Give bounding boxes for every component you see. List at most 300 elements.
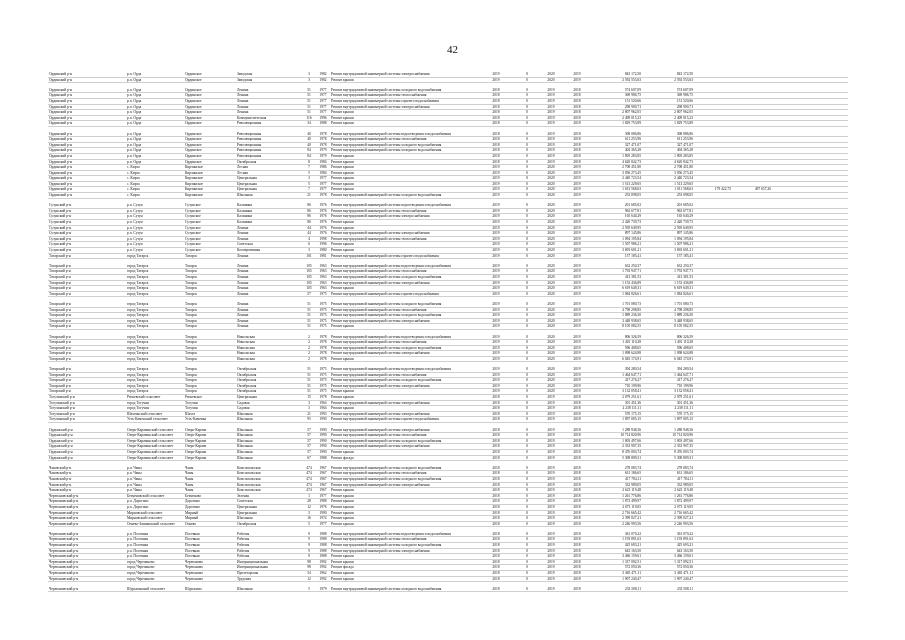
table-cell: 2 238 111,11 <box>590 406 642 412</box>
table-cell: 1992 <box>316 559 330 565</box>
table-cell: 474 <box>302 482 316 488</box>
table-cell: 2019 <box>538 554 564 560</box>
table-cell: Озеро-Карачи <box>184 428 236 433</box>
table-cell: 2018 <box>476 543 516 549</box>
table-cell: р.п. Орда <box>126 159 184 165</box>
table-cell: 105 <box>302 274 316 280</box>
table-cell: Ординское <box>184 115 236 121</box>
table-cell: Революционная <box>236 153 302 159</box>
table-cell: Революционная <box>236 132 302 137</box>
table-cell: 2019 <box>564 253 590 259</box>
table-cell: 0 <box>516 307 538 313</box>
table-cell: 2020 <box>538 170 564 176</box>
table-cell: 2019 <box>538 132 564 137</box>
table-cell: 2019 <box>538 521 564 527</box>
table-cell: 2020 <box>538 335 564 340</box>
table-cell: Озеро-Карачинский сельсовет <box>126 428 184 433</box>
table-cell: Ординский р-н <box>48 148 126 154</box>
table-cell: 0 <box>516 93 538 99</box>
table-cell: 2019 <box>476 286 516 292</box>
table-cell: 1 897 005,15 <box>642 417 694 423</box>
table-cell: 0 <box>516 471 538 477</box>
table-cell: 2018 <box>476 153 516 159</box>
table-cell: 2019 <box>476 351 516 357</box>
table-cell: 2019 <box>538 449 564 455</box>
table-cell: 2019 <box>476 214 516 220</box>
table-cell: 5 <box>302 170 316 176</box>
table-cell: Озеро-Карачинский сельсовет <box>126 444 184 450</box>
table-cell: 2020 <box>538 203 564 208</box>
table-cell: 0 <box>516 499 538 505</box>
table-cell: 570 175,15 <box>590 411 642 417</box>
table-cell: Ордынский р-н <box>48 438 126 444</box>
table-cell: Безменово <box>184 493 236 499</box>
table-cell: 8 <box>302 159 316 165</box>
table-cell: Ремонт внутридомовой инженерной системы холодного водоснабжения <box>330 88 476 93</box>
table-cell: Ленина <box>236 236 302 242</box>
table-cell: 2018 <box>564 587 590 592</box>
table-cell: 2019 <box>476 274 516 280</box>
table-cell: 2 073 119,05 <box>642 504 694 510</box>
table-cell: Ремонт крыши <box>330 554 476 560</box>
table-cell: 2020 <box>538 242 564 248</box>
table-cell: р.п. Орда <box>126 72 184 77</box>
table-cell: 2019 <box>538 571 564 577</box>
table-cell: 1992 <box>316 565 330 571</box>
table-cell: 574 607,09 <box>590 88 642 93</box>
table-cell: 1 907 240,47 <box>642 576 694 582</box>
table-cell: 2018 <box>564 400 590 406</box>
table-cell: 2020 <box>538 383 564 389</box>
table-cell: 2018 <box>476 554 516 560</box>
table-cell: 2019 <box>564 231 590 237</box>
table-cell: Татарск <box>184 280 236 286</box>
table-body <box>48 72 848 592</box>
table-cell: 2019 <box>564 72 590 77</box>
table-cell: Мирновский сельсовет <box>126 510 184 516</box>
table-cell: 57 <box>302 291 316 297</box>
table-cell: Репьевский сельсовет <box>126 395 184 401</box>
table-cell: Заводская <box>236 77 302 83</box>
table-cell: 21 <box>302 193 316 199</box>
table-cell: Школьная <box>236 193 302 199</box>
table-cell: город Татарск <box>126 340 184 346</box>
table-cell: 0 <box>516 220 538 226</box>
table-cell: 417 784,11 <box>590 476 642 482</box>
table-cell: 2019 <box>538 417 564 423</box>
table-cell: Ординский р-н <box>48 142 126 148</box>
table-cell: 2020 <box>538 372 564 378</box>
table-cell: 1982 <box>316 72 330 77</box>
table-cell: 1 <box>302 493 316 499</box>
table-cell: Черепановский р-н <box>48 565 126 571</box>
table-cell: 2 246 993,56 <box>590 521 642 527</box>
table-cell: 0 <box>516 302 538 307</box>
table-cell: р.п. Сузун <box>126 203 184 208</box>
table-cell: Ремонт внутридомовой инженерной системы теплоснабжения <box>330 471 476 477</box>
table-cell: 2019 <box>538 471 564 477</box>
table-cell: 2018 <box>476 428 516 433</box>
table-cell: 1967 <box>316 488 330 494</box>
table-cell: 298 900,71 <box>642 104 694 110</box>
table-cell: Сузунское <box>184 231 236 237</box>
table-cell: 2019 <box>538 455 564 461</box>
table-cell: 2018 <box>564 504 590 510</box>
table-cell: 0 <box>516 554 538 560</box>
table-cell: 2019 <box>476 313 516 319</box>
table-cell: Ординское <box>184 159 236 165</box>
table-cell: 0 <box>516 98 538 104</box>
table-cell: 51 <box>302 367 316 372</box>
table-cell: 2019 <box>538 115 564 121</box>
table-cell: 57 <box>302 433 316 439</box>
table-cell: 0 <box>516 176 538 182</box>
table-cell: 1976 <box>316 220 330 226</box>
table-cell: Черепановский р-н <box>48 510 126 516</box>
table-cell: 2018 <box>476 449 516 455</box>
table-cell: 9 <box>302 548 316 554</box>
table-cell: город Татарск <box>126 383 184 389</box>
table-cell: Ординский р-н <box>48 110 126 116</box>
table-cell: Ординское <box>184 132 236 137</box>
table-cell: 9 <box>302 554 316 560</box>
table-cell: 54 <box>302 571 316 577</box>
table-cell: 51 <box>302 313 316 319</box>
table-cell: Татарский р-н <box>48 367 126 372</box>
table-cell: 2 595 649,95 <box>642 225 694 231</box>
table-cell: Ремонт крыши <box>330 521 476 527</box>
table-cell: Ремонт внутридомовой инженерной системы электроснабжения <box>330 383 476 389</box>
table-cell: Ремонт внутридомовой инженерной системы холодного водоснабжения <box>330 313 476 319</box>
table-cell: 40 <box>302 137 316 143</box>
table-cell: Школьная <box>236 438 302 444</box>
table-cell: Татарский р-н <box>48 372 126 378</box>
table-cell: 2020 <box>538 351 564 357</box>
table-cell: 327 471,07 <box>642 142 694 148</box>
table-cell: 1982 <box>316 77 330 83</box>
table-cell: 28 <box>302 499 316 505</box>
table-cell: 8 476 003,74 <box>642 449 694 455</box>
table-cell: 2 409 015,23 <box>590 115 642 121</box>
table-cell: Советская <box>236 242 302 248</box>
table-cell: Кирзинское <box>184 170 236 176</box>
table-cell: с. Кирза <box>126 170 184 176</box>
table-cell: 1 805 283,85 <box>642 153 694 159</box>
table-cell: 2019 <box>564 242 590 248</box>
table-cell: Сузунское <box>184 236 236 242</box>
table-cell: Ремонт крыши <box>330 406 476 412</box>
table-cell: р.п. Дорогино <box>126 499 184 505</box>
table-cell: Озеро-Карачи <box>184 438 236 444</box>
table-cell: Ремонт фасада <box>330 455 476 461</box>
table-cell: 0 <box>516 242 538 248</box>
table-cell: 2019 <box>564 208 590 214</box>
table-cell: город Татарск <box>126 264 184 269</box>
table-cell: 2019 <box>476 193 516 199</box>
table-cell: 1990 <box>316 428 330 433</box>
table-cell: 1 094 195,84 <box>590 236 642 242</box>
table-cell: 2020 <box>538 248 564 254</box>
table-cell: 2019 <box>538 493 564 499</box>
table-cell: р.п. Орда <box>126 137 184 143</box>
table-cell: 2020 <box>538 318 564 324</box>
table-cell: Ремонт крыши <box>330 499 476 505</box>
table-cell: Кооперативная <box>236 248 302 254</box>
table-cell: 10 714 820,96 <box>642 433 694 439</box>
table-cell: 8 476 003,74 <box>590 449 642 455</box>
table-cell: Калинина <box>236 214 302 220</box>
table-cell: 1984 <box>316 170 330 176</box>
table-cell: 632 250,37 <box>590 264 642 269</box>
table-cell: р.п. Сузун <box>126 225 184 231</box>
table-cell: 21 <box>302 411 316 417</box>
table-cell: город Татарск <box>126 286 184 292</box>
table-cell: 57 <box>302 444 316 450</box>
table-cell: 0 <box>516 351 538 357</box>
table-cell: 1 011 568,63 <box>642 187 694 193</box>
table-cell: 2019 <box>564 264 590 269</box>
table-cell: 0 <box>516 165 538 171</box>
table-cell: 631 186,65 <box>590 471 642 477</box>
table-cell: Сузунское <box>184 225 236 231</box>
table-cell: р.п. Орда <box>126 110 184 116</box>
table-cell: город Татарск <box>126 335 184 340</box>
table-cell: Школьная <box>236 449 302 455</box>
table-cell: 3 <box>302 406 316 412</box>
table-cell: Черепановский р-н <box>48 543 126 549</box>
table-cell: 0 <box>516 537 538 543</box>
table-cell: 963 677,81 <box>590 208 642 214</box>
table-cell: 0 <box>516 444 538 450</box>
table-cell: 0 <box>516 532 538 537</box>
table-cell: 1962 <box>316 571 330 577</box>
table-cell: 2019 <box>476 236 516 242</box>
table-cell: 1975 <box>316 367 330 372</box>
table-cell: 2018 <box>564 137 590 143</box>
table-cell: Ремонт фасада <box>330 565 476 571</box>
table-cell: 51 <box>302 383 316 389</box>
table-cell: 2018 <box>476 142 516 148</box>
table-cell: 2019 <box>476 269 516 275</box>
table-cell: Чановский р-н <box>48 488 126 494</box>
table-cell: 15 <box>302 395 316 401</box>
table-cell: 0 <box>516 510 538 516</box>
table-cell: 2019 <box>564 214 590 220</box>
table-cell: Центральная <box>236 504 302 510</box>
table-cell: Ремонт внутридомовой инженерной системы холодного водоснабжения <box>330 193 476 199</box>
table-cell: р.п. Сузун <box>126 242 184 248</box>
table-cell: Татарский р-н <box>48 335 126 340</box>
table-cell: 1 094 195,84 <box>642 236 694 242</box>
repair-program-table <box>48 72 848 592</box>
table-cell: 570 175,15 <box>642 411 694 417</box>
table-cell: 1977 <box>316 181 330 187</box>
table-cell: Ремонт внутридомовой инженерной системы водоотведения и водоснабжения <box>330 367 476 372</box>
table-cell: Ординский р-н <box>48 98 126 104</box>
table-cell: Интернациональная <box>236 565 302 571</box>
table-cell: Ординское <box>184 77 236 83</box>
table-cell: Октябрьская <box>236 159 302 165</box>
table-cell: 2018 <box>476 444 516 450</box>
table-cell: 2020 <box>538 291 564 297</box>
table-cell: Зеленая <box>236 493 302 499</box>
table-cell: 2018 <box>564 159 590 165</box>
table-cell: 2019 <box>476 340 516 346</box>
table-cell: 2018 <box>476 395 516 401</box>
table-cell: Комсомольская <box>236 466 302 471</box>
table-cell: Ордынский р-н <box>48 433 126 439</box>
table-cell: 3 <box>302 400 316 406</box>
table-cell: 0 <box>516 356 538 362</box>
table-cell: 0 <box>516 170 538 176</box>
table-cell: Посевная <box>184 554 236 560</box>
table-cell: 2019 <box>476 248 516 254</box>
table-cell: 0 <box>516 181 538 187</box>
table-cell: 57 <box>302 438 316 444</box>
table-cell: Ленина <box>236 307 302 313</box>
table-cell: 2018 <box>564 132 590 137</box>
table-cell: Татарский р-н <box>48 345 126 351</box>
table-cell: 417 784,11 <box>642 476 694 482</box>
table-cell: 1967 <box>316 471 330 477</box>
table-cell: Ремонт крыши <box>330 159 476 165</box>
table-cell: 2020 <box>538 264 564 269</box>
table-cell: Октябрьская <box>236 367 302 372</box>
table-cell: город Татарск <box>126 280 184 286</box>
table-cell: 806 326,59 <box>590 335 642 340</box>
table-cell: Ремонт внутридомовой инженерной системы электроснабжения <box>330 231 476 237</box>
table-cell: 0 <box>516 187 538 193</box>
table-cell: 1981 <box>316 253 330 259</box>
table-cell: 0 <box>516 286 538 292</box>
table-cell: Татарск <box>184 383 236 389</box>
table-cell: Татарский р-н <box>48 389 126 395</box>
table-cell: 0 <box>516 367 538 372</box>
table-cell: Татарск <box>184 269 236 275</box>
table-cell: 2019 <box>538 110 564 116</box>
table-cell: Ленина <box>236 110 302 116</box>
table-cell: 6 045 174,91 <box>642 356 694 362</box>
table-cell: Ремонт крыши <box>330 176 476 182</box>
table-cell: 1979 <box>316 153 330 159</box>
table-cell: 0 <box>516 389 538 395</box>
table-cell: 51 <box>302 372 316 378</box>
table-cell: Ремонт крыши <box>330 220 476 226</box>
table-cell: 40 <box>302 132 316 137</box>
table-cell: 2019 <box>564 248 590 254</box>
table-cell: 10 714 820,96 <box>590 433 642 439</box>
table-cell: 51 <box>302 88 316 93</box>
table-cell: 1988 <box>316 537 330 543</box>
table-cell: 253 098,05 <box>642 193 694 199</box>
table-cell: 2019 <box>538 543 564 549</box>
table-cell: 2018 <box>564 115 590 121</box>
table-cell: 0 <box>516 280 538 286</box>
table-cell: Татарский р-н <box>48 264 126 269</box>
table-cell: 2018 <box>476 493 516 499</box>
table-cell: 1990 <box>316 417 330 423</box>
table-cell: Ленина <box>236 98 302 104</box>
table-cell: 1 872 499,97 <box>590 499 642 505</box>
table-cell: 2020 <box>538 269 564 275</box>
table-cell: 2 708 451,80 <box>590 165 642 171</box>
table-cell: 6 619 649,31 <box>590 286 642 292</box>
table-cell: 1963 <box>316 274 330 280</box>
table-cell: 2019 <box>476 170 516 176</box>
table-cell: 3 448 938,65 <box>642 318 694 324</box>
table-cell: 3 132 058,41 <box>642 389 694 395</box>
table-cell: Озеро-Карачинский сельсовет <box>126 455 184 461</box>
table-cell: 5 <box>302 181 316 187</box>
table-cell: 2019 <box>564 220 590 226</box>
table-cell: 2019 <box>538 411 564 417</box>
table-cell: 0 <box>516 411 538 417</box>
table-cell: Озеро-Карачи <box>184 455 236 461</box>
table-cell: 1 507 986,21 <box>590 242 642 248</box>
table-cell: 2020 <box>538 220 564 226</box>
table-cell: 2018 <box>564 428 590 433</box>
table-cell: Пролетарская <box>236 571 302 577</box>
table-cell: 105 <box>302 269 316 275</box>
table-cell: Ремонт внутридомовой инженерной системы холодного водоснабжения <box>330 587 476 592</box>
table-cell: Посевная <box>184 537 236 543</box>
table-cell: город Татарск <box>126 274 184 280</box>
table-cell: 2018 <box>476 406 516 412</box>
table-cell: 0 <box>516 225 538 231</box>
table-cell: 2019 <box>538 444 564 450</box>
table-cell: 2 716 665,42 <box>642 510 694 516</box>
table-cell: Ординское <box>184 93 236 99</box>
table-cell: Сузунский р-н <box>48 203 126 208</box>
table-cell: 9 <box>302 543 316 549</box>
table-cell: 278 083,74 <box>642 466 694 471</box>
table-cell: 151 520,66 <box>590 98 642 104</box>
table-cell: 2019 <box>538 395 564 401</box>
table-cell: 2018 <box>476 438 516 444</box>
table-cell: 1990 <box>316 438 330 444</box>
table-cell: Ординское <box>184 148 236 154</box>
table-cell: Ординское <box>184 153 236 159</box>
table-cell: Черепановский р-н <box>48 516 126 522</box>
table-cell: Ремонт крыши <box>330 225 476 231</box>
table-cell: 2020 <box>538 253 564 259</box>
table-cell: р.п. Сузун <box>126 236 184 242</box>
table-cell: Ордынский р-н <box>48 449 126 455</box>
table-cell: 2018 <box>476 88 516 93</box>
table-cell: 2018 <box>564 148 590 154</box>
table-cell: 0 <box>516 516 538 522</box>
table-cell: город Татарск <box>126 302 184 307</box>
table-cell: Татарск <box>184 307 236 313</box>
table-cell: 8 105 082,55 <box>642 324 694 330</box>
table-cell: Ремонт внутридомовой инженерной системы холодного водоснабжения <box>330 142 476 148</box>
table-cell: Ленина <box>236 225 302 231</box>
table-cell: Сузунское <box>184 208 236 214</box>
table-cell: Ремонт внутридомовой инженерной системы холодного водоснабжения <box>330 345 476 351</box>
table-cell: 2019 <box>564 165 590 171</box>
table-cell: 2019 <box>564 313 590 319</box>
table-cell: 1975 <box>316 324 330 330</box>
table-cell: 157 185,41 <box>590 253 642 259</box>
table-cell: Сузунское <box>184 242 236 248</box>
table-cell: 7 <box>302 187 316 193</box>
table-cell: 2018 <box>476 548 516 554</box>
table-cell: 2019 <box>564 181 590 187</box>
table-cell: 2019 <box>476 291 516 297</box>
table-cell: город Татарск <box>126 356 184 362</box>
table-cell: Ремонт внутридомовой инженерной системы холодного водоснабжения <box>330 466 476 471</box>
table-cell: Черепаново <box>184 565 236 571</box>
